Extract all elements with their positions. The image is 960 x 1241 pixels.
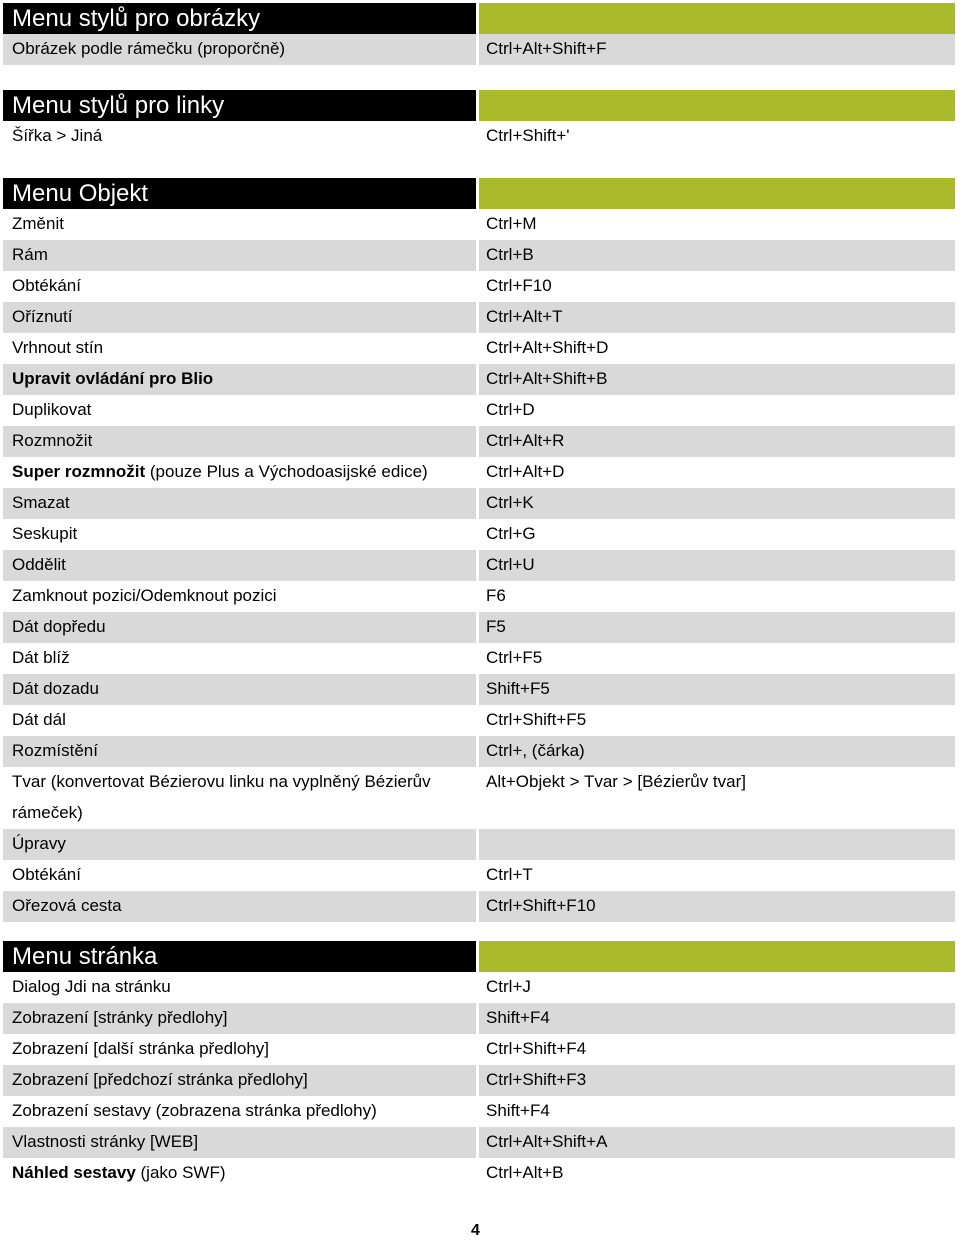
section-title: Menu stylů pro linky bbox=[3, 90, 476, 121]
shortcut-keys: Ctrl+Alt+T bbox=[479, 302, 955, 333]
command-label: Úpravy bbox=[3, 829, 476, 860]
command-label-note: (pouze Plus a Východoasijské edice) bbox=[145, 462, 428, 481]
command-label: Vlastnosti stránky [WEB] bbox=[3, 1127, 476, 1158]
shortcut-keys: Alt+Objekt > Tvar > [Bézierův tvar] bbox=[486, 772, 746, 791]
shortcut-keys: Ctrl+G bbox=[486, 524, 536, 543]
command-label: Rozmnožit bbox=[3, 426, 476, 457]
command-label-bold: Náhled sestavy bbox=[12, 1163, 136, 1182]
command-label: Šířka > Jiná bbox=[12, 126, 103, 145]
shortcut-keys: Ctrl+U bbox=[479, 550, 955, 581]
shortcut-row bbox=[3, 1096, 955, 1127]
shortcut-row bbox=[3, 1003, 955, 1034]
section-line-styles bbox=[0, 90, 955, 152]
command-label bbox=[3, 1158, 476, 1189]
shortcut-row bbox=[3, 860, 955, 891]
shortcut-keys: Shift+F5 bbox=[479, 674, 955, 705]
shortcut-row bbox=[3, 302, 955, 333]
command-label: Seskupit bbox=[12, 524, 78, 543]
shortcut-row bbox=[3, 333, 955, 364]
shortcut-row bbox=[3, 767, 955, 798]
shortcut-keys: Ctrl+Shift+' bbox=[486, 126, 570, 145]
command-label-bold: Upravit ovládání pro Blio bbox=[12, 369, 214, 388]
shortcut-keys: Ctrl+Alt+Shift+A bbox=[479, 1127, 955, 1158]
command-label: Dialog Jdi na stránku bbox=[12, 977, 171, 996]
shortcut-row bbox=[3, 457, 955, 488]
shortcut-row bbox=[3, 674, 955, 705]
command-label: Rám bbox=[3, 240, 476, 271]
shortcut-keys: Ctrl+D bbox=[486, 400, 535, 419]
command-label: Zobrazení [další stránka předlohy] bbox=[12, 1039, 270, 1058]
shortcut-row bbox=[3, 891, 955, 922]
section-header bbox=[3, 941, 955, 972]
command-label bbox=[3, 457, 476, 488]
shortcut-row bbox=[3, 271, 955, 302]
shortcut-keys: Ctrl+Alt+Shift+D bbox=[486, 338, 609, 357]
shortcut-keys: Ctrl+F5 bbox=[486, 648, 543, 667]
command-label: rámeček) bbox=[12, 803, 83, 822]
command-label: Zobrazení [stránky předlohy] bbox=[3, 1003, 476, 1034]
shortcut-keys: Ctrl+Alt+Shift+F bbox=[479, 34, 955, 65]
shortcut-keys: F5 bbox=[479, 612, 955, 643]
shortcut-keys: Ctrl+Shift+F5 bbox=[486, 710, 587, 729]
shortcut-keys: Ctrl+Alt+R bbox=[479, 426, 955, 457]
command-label: Zobrazení sestavy (zobrazena stránka předlohy) bbox=[12, 1101, 377, 1120]
command-label: Obtékání bbox=[12, 865, 81, 884]
command-label: Změnit bbox=[12, 214, 64, 233]
command-label-note: (jako SWF) bbox=[135, 1163, 226, 1182]
command-label: Dát dál bbox=[12, 710, 66, 729]
shortcut-row bbox=[3, 1034, 955, 1065]
shortcut-row bbox=[3, 643, 955, 674]
shortcut-keys: Ctrl+Shift+F3 bbox=[479, 1065, 955, 1096]
shortcut-keys: Ctrl+K bbox=[479, 488, 955, 519]
section-title: Menu Objekt bbox=[3, 178, 476, 209]
section-header-accent bbox=[479, 90, 955, 121]
shortcut-keys: Shift+F4 bbox=[479, 1003, 955, 1034]
shortcut-keys bbox=[479, 798, 955, 829]
command-label: Dát dopředu bbox=[3, 612, 476, 643]
section-header bbox=[3, 178, 955, 209]
command-label: Smazat bbox=[3, 488, 476, 519]
shortcut-row bbox=[3, 395, 955, 426]
shortcut-keys: Ctrl+Shift+F10 bbox=[479, 891, 955, 922]
shortcut-row bbox=[3, 972, 955, 1003]
command-label-bold: Super rozmnožit bbox=[12, 462, 146, 481]
shortcut-row bbox=[3, 612, 955, 643]
section-title: Menu stránka bbox=[3, 941, 476, 972]
section-header-accent bbox=[479, 941, 955, 972]
command-label: Obtékání bbox=[12, 276, 81, 295]
command-label: Zobrazení [předchozí stránka předlohy] bbox=[3, 1065, 476, 1096]
shortcut-keys: Ctrl+T bbox=[486, 865, 533, 884]
section-title: Menu stylů pro obrázky bbox=[3, 3, 476, 34]
shortcut-row bbox=[3, 121, 955, 152]
command-label: Obrázek podle rámečku (proporčně) bbox=[3, 34, 476, 65]
shortcut-keys: Ctrl+F10 bbox=[486, 276, 552, 295]
section-page-menu bbox=[0, 941, 955, 1189]
shortcut-keys: Ctrl+, (čárka) bbox=[479, 736, 955, 767]
shortcut-row bbox=[3, 550, 955, 581]
command-label: Dát blíž bbox=[12, 648, 70, 667]
page-number: 4 bbox=[471, 1222, 480, 1239]
shortcut-row bbox=[3, 705, 955, 736]
shortcut-row bbox=[3, 488, 955, 519]
shortcut-keys: Ctrl+Shift+F4 bbox=[486, 1039, 587, 1058]
command-label: Zamknout pozici/Odemknout pozici bbox=[12, 586, 277, 605]
shortcut-keys: Ctrl+Alt+Shift+B bbox=[479, 364, 955, 395]
shortcut-row bbox=[3, 426, 955, 457]
shortcut-keys: F6 bbox=[486, 586, 506, 605]
shortcut-keys bbox=[479, 829, 955, 860]
shortcut-row bbox=[3, 519, 955, 550]
shortcut-row bbox=[3, 736, 955, 767]
section-image-styles bbox=[0, 3, 955, 65]
shortcut-row bbox=[3, 34, 955, 65]
command-label: Vrhnout stín bbox=[12, 338, 104, 357]
shortcut-keys: Shift+F4 bbox=[486, 1101, 550, 1120]
command-label: Dát dozadu bbox=[3, 674, 476, 705]
shortcut-row bbox=[3, 1158, 955, 1189]
shortcut-row bbox=[3, 240, 955, 271]
shortcut-keys: Ctrl+M bbox=[486, 214, 537, 233]
shortcut-row bbox=[3, 209, 955, 240]
section-header-accent bbox=[479, 3, 955, 34]
command-label: Tvar (konvertovat Bézierovu linku na vyplněný Bézierův bbox=[12, 772, 431, 791]
section-object-menu bbox=[0, 178, 955, 922]
shortcut-keys: Ctrl+Alt+D bbox=[486, 462, 565, 481]
shortcut-keys: Ctrl+J bbox=[486, 977, 531, 996]
section-header bbox=[3, 3, 955, 34]
shortcut-row bbox=[3, 1065, 955, 1096]
shortcut-row bbox=[3, 581, 955, 612]
shortcut-keys: Ctrl+B bbox=[479, 240, 955, 271]
command-label: Ořezová cesta bbox=[3, 891, 476, 922]
shortcut-row bbox=[3, 829, 955, 860]
command-label: Oříznutí bbox=[3, 302, 476, 333]
section-header-accent bbox=[479, 178, 955, 209]
shortcut-keys: Ctrl+Alt+B bbox=[486, 1163, 564, 1182]
command-label: Duplikovat bbox=[12, 400, 92, 419]
command-label: Rozmístění bbox=[3, 736, 476, 767]
section-header bbox=[3, 90, 955, 121]
shortcut-row bbox=[3, 798, 955, 829]
command-label: Oddělit bbox=[3, 550, 476, 581]
shortcut-row bbox=[3, 364, 955, 395]
shortcut-row bbox=[3, 1127, 955, 1158]
command-label bbox=[3, 364, 476, 395]
